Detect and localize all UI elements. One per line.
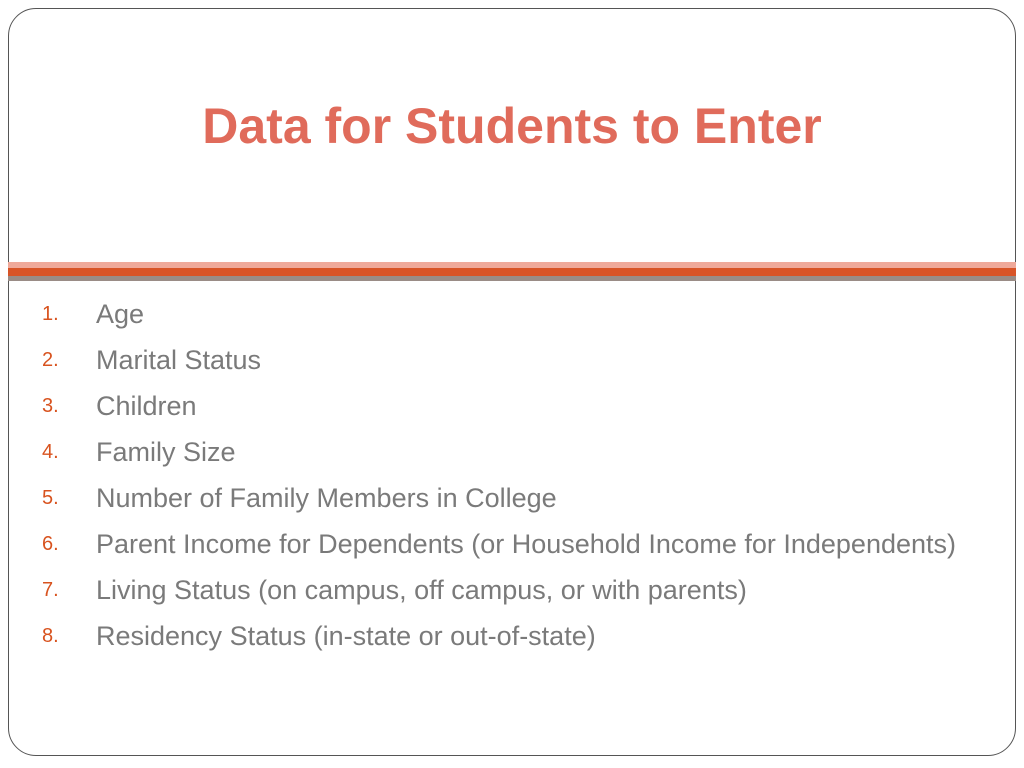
list-item	[42, 296, 972, 332]
list-number: 8.	[42, 625, 59, 647]
list-item	[42, 526, 972, 562]
slide-title: Data for Students to Enter	[202, 98, 822, 154]
list-number: 4.	[42, 441, 59, 463]
list-text: Age	[96, 299, 145, 329]
list-item	[42, 342, 972, 378]
list-number: 6.	[42, 533, 59, 555]
list-number: 2.	[42, 349, 59, 371]
list-text: Family Size	[96, 437, 236, 467]
list-text: Residency Status (in-state or out-of-state)	[96, 621, 596, 651]
list-text: Number of Family Members in College	[96, 483, 557, 513]
list-item	[42, 618, 972, 654]
list-number: 5.	[42, 487, 59, 509]
list-text: Children	[96, 391, 197, 421]
divider-main	[8, 268, 1016, 276]
divider-grey	[8, 276, 1016, 281]
list-item	[42, 572, 972, 608]
numbered-list	[42, 296, 972, 664]
list-number: 7.	[42, 579, 59, 601]
list-item	[42, 434, 972, 470]
list-text: Marital Status	[96, 345, 262, 375]
list-number: 3.	[42, 395, 59, 417]
list-text: Parent Income for Dependents (or Household Income for Independents)	[96, 529, 957, 559]
list-text: Living Status (on campus, off campus, or with parents)	[96, 575, 747, 605]
list-item	[42, 388, 972, 424]
list-item	[42, 480, 972, 516]
list-number: 1.	[42, 303, 59, 325]
